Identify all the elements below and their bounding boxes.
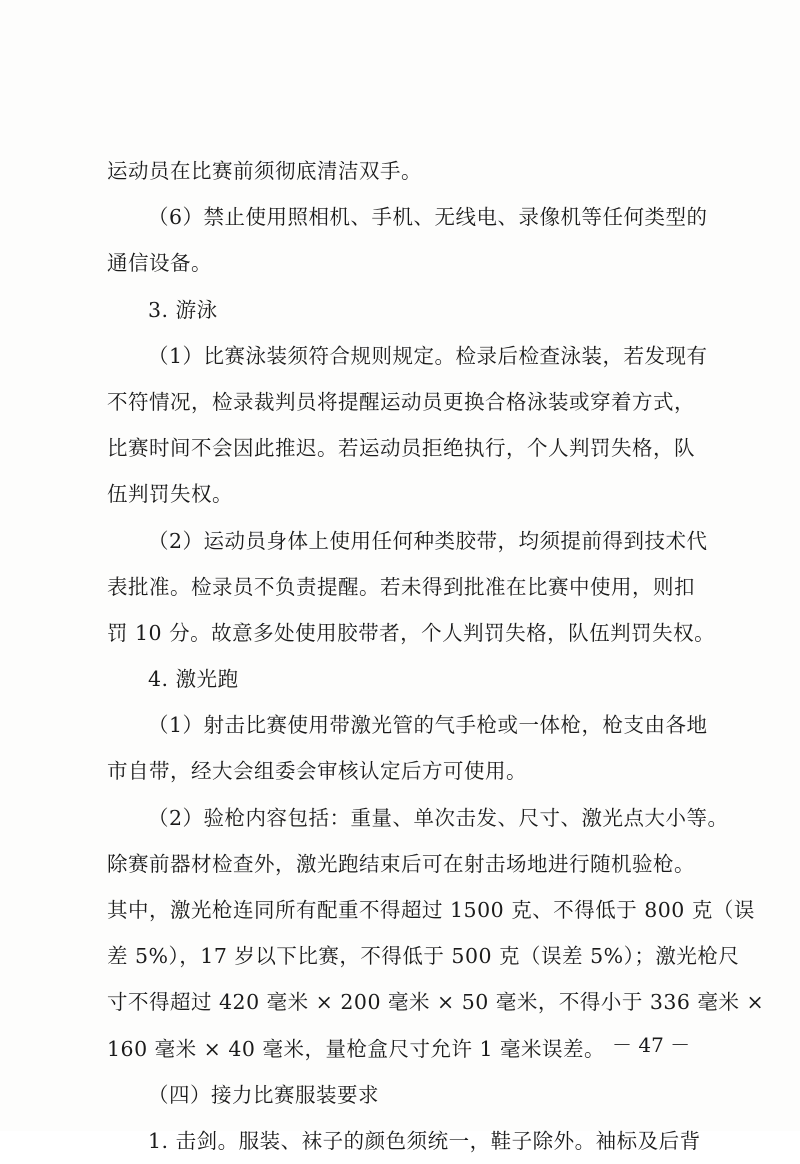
text-line: 市自带，经大会组委会审核认定后方可使用。 — [107, 759, 527, 784]
text-line: 运动员在比赛前须彻底清洁双手。 — [107, 159, 422, 183]
text-line: 不符情况，检录裁判员将提醒运动员更换合格泳装或穿着方式， — [107, 389, 695, 414]
text-line: （2）验枪内容包括：重量、单次击发、尺寸、激光点大小等。 — [148, 805, 729, 830]
text-line: （1）比赛泳装须符合规则规定。检录后检查泳装，若发现有 — [148, 343, 708, 368]
text-line: 罚 10 分。故意多处使用胶带者，个人判罚失格，队伍判罚失权。 — [107, 620, 716, 645]
text-line: （2）运动员身体上使用任何种类胶带，均须提前得到技术代 — [148, 528, 708, 553]
section-heading: 4. 激光跑 — [148, 667, 239, 692]
section-heading: （四）接力比赛服装要求 — [148, 1082, 379, 1107]
text-line: 通信设备。 — [107, 251, 212, 276]
text-line: 寸不得超过 420 毫米 × 200 毫米 × 50 毫米，不得小于 336 毫米 × — [107, 990, 765, 1015]
page-number: － 47 － — [612, 1033, 691, 1057]
body-text — [107, 148, 765, 1164]
text-line: （6）禁止使用照相机、手机、无线电、录像机等任何类型的 — [148, 205, 708, 230]
text-line: 其中，激光枪连同所有配重不得超过 1500 克、不得低于 800 克（误 — [107, 898, 755, 922]
text-line: 表批准。检录员不负责提醒。若未得到批准在比赛中使用，则扣 — [107, 574, 695, 599]
text-line: 比赛时间不会因此推迟。若运动员拒绝执行，个人判罚失格，队 — [107, 436, 695, 461]
text-line: （1）射击比赛使用带激光管的气手枪或一体枪，枪支由各地 — [148, 713, 708, 738]
text-line: 除赛前器材检查外，激光跑结束后可在射击场地进行随机验枪。 — [107, 851, 695, 876]
text-line: 差 5%），17 岁以下比赛，不得低于 500 克（误差 5%）；激光枪尺 — [107, 944, 740, 969]
section-heading: 3. 游泳 — [148, 297, 218, 322]
text-line: 1. 击剑。服装、袜子的颜色须统一，鞋子除外。袖标及后背 — [148, 1128, 701, 1153]
text-line: 伍判罚失权。 — [107, 482, 233, 507]
text-line: 160 毫米 × 40 毫米，量枪盒尺寸允许 1 毫米误差。 — [107, 1036, 606, 1061]
